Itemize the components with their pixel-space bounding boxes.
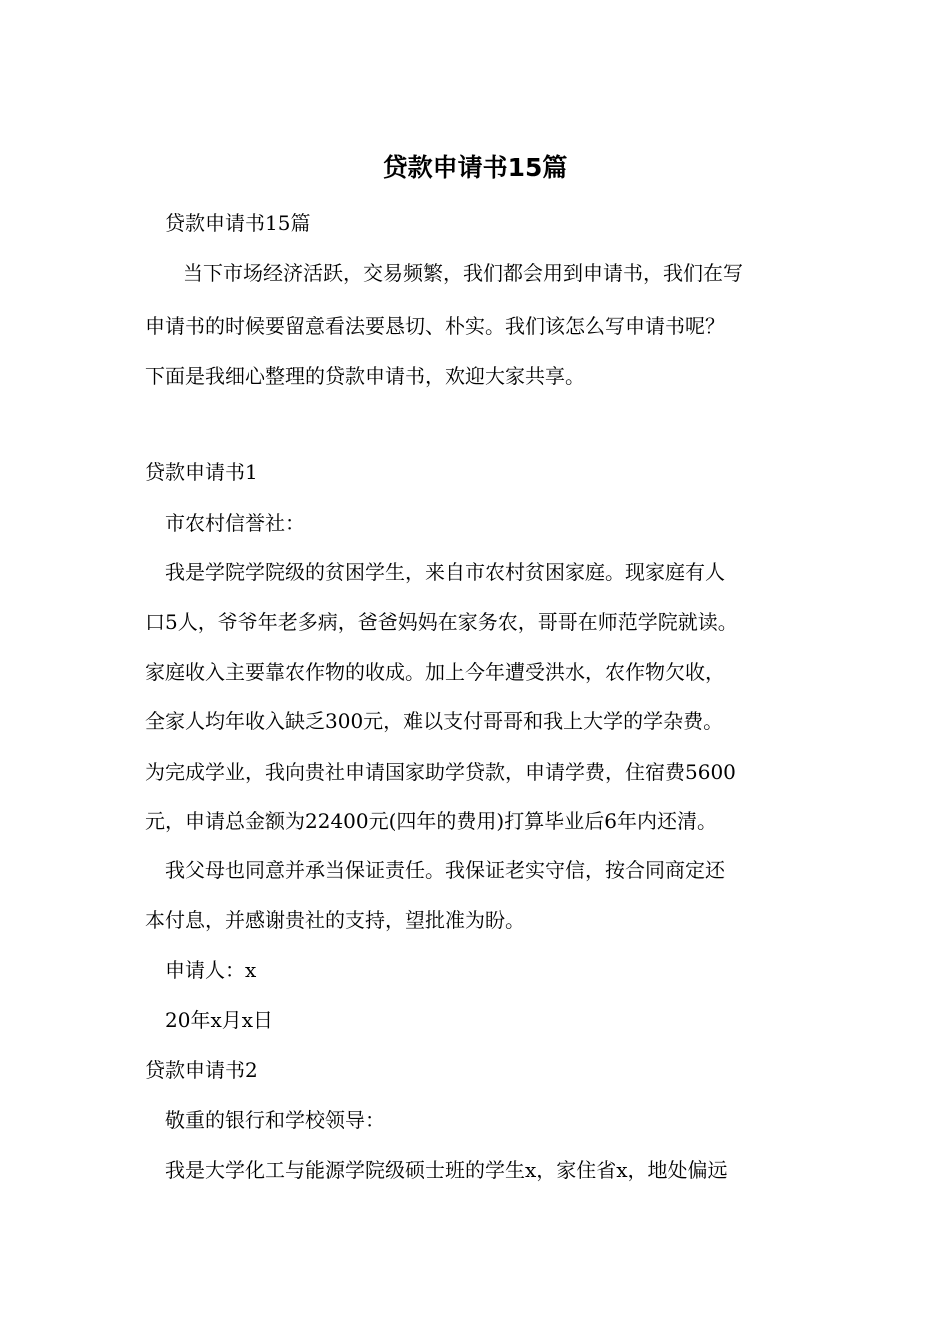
applicant-line: 申请人：x: [165, 958, 257, 982]
intro-line-1: 当下市场经济活跃，交易频繁，我们都会用到申请书，我们在写: [183, 261, 743, 285]
body-line-6: 元，申请总金额为22400元(四年的费用)打算毕业后6年内还清。: [145, 809, 717, 833]
body-line-1: 我是学院学院级的贫困学生，来自市农村贫困家庭。现家庭有人: [165, 560, 725, 584]
body-line-7: 我父母也同意并承当保证责任。我保证老实守信，按合同商定还: [165, 858, 725, 882]
date-line: 20年x月x日: [165, 1008, 274, 1032]
body-line-5: 为完成学业，我向贵社申请国家助学贷款，申请学费，住宿费5600: [145, 760, 736, 784]
intro-line-3: 下面是我细心整理的贷款申请书，欢迎大家共享。: [145, 364, 585, 388]
salutation-1: 市农村信誉社：: [165, 511, 305, 535]
section-heading-2: 贷款申请书2: [145, 1058, 258, 1082]
body-line-8: 本付息，并感谢贵社的支持，望批准为盼。: [145, 908, 525, 932]
body-line-2: 口5人，爷爷年老多病，爸爸妈妈在家务农，哥哥在师范学院就读。: [145, 610, 738, 634]
document-title: 贷款申请书15篇: [382, 153, 568, 182]
intro-line-2: 申请书的时候要留意看法要恳切、朴实。我们该怎么写申请书呢？: [145, 314, 725, 338]
body-line-3: 家庭收入主要靠农作物的收成。加上今年遭受洪水，农作物欠收，: [145, 660, 725, 684]
body2-line-1: 我是大学化工与能源学院级硕士班的学生x，家住省x，地处偏远: [165, 1158, 728, 1182]
salutation-2: 敬重的银行和学校领导：: [165, 1108, 385, 1132]
section-heading-1: 贷款申请书1: [145, 460, 258, 484]
body-line-4: 全家人均年收入缺乏300元，难以支付哥哥和我上大学的学杂费。: [145, 709, 724, 733]
subtitle-line: 贷款申请书15篇: [165, 211, 311, 235]
